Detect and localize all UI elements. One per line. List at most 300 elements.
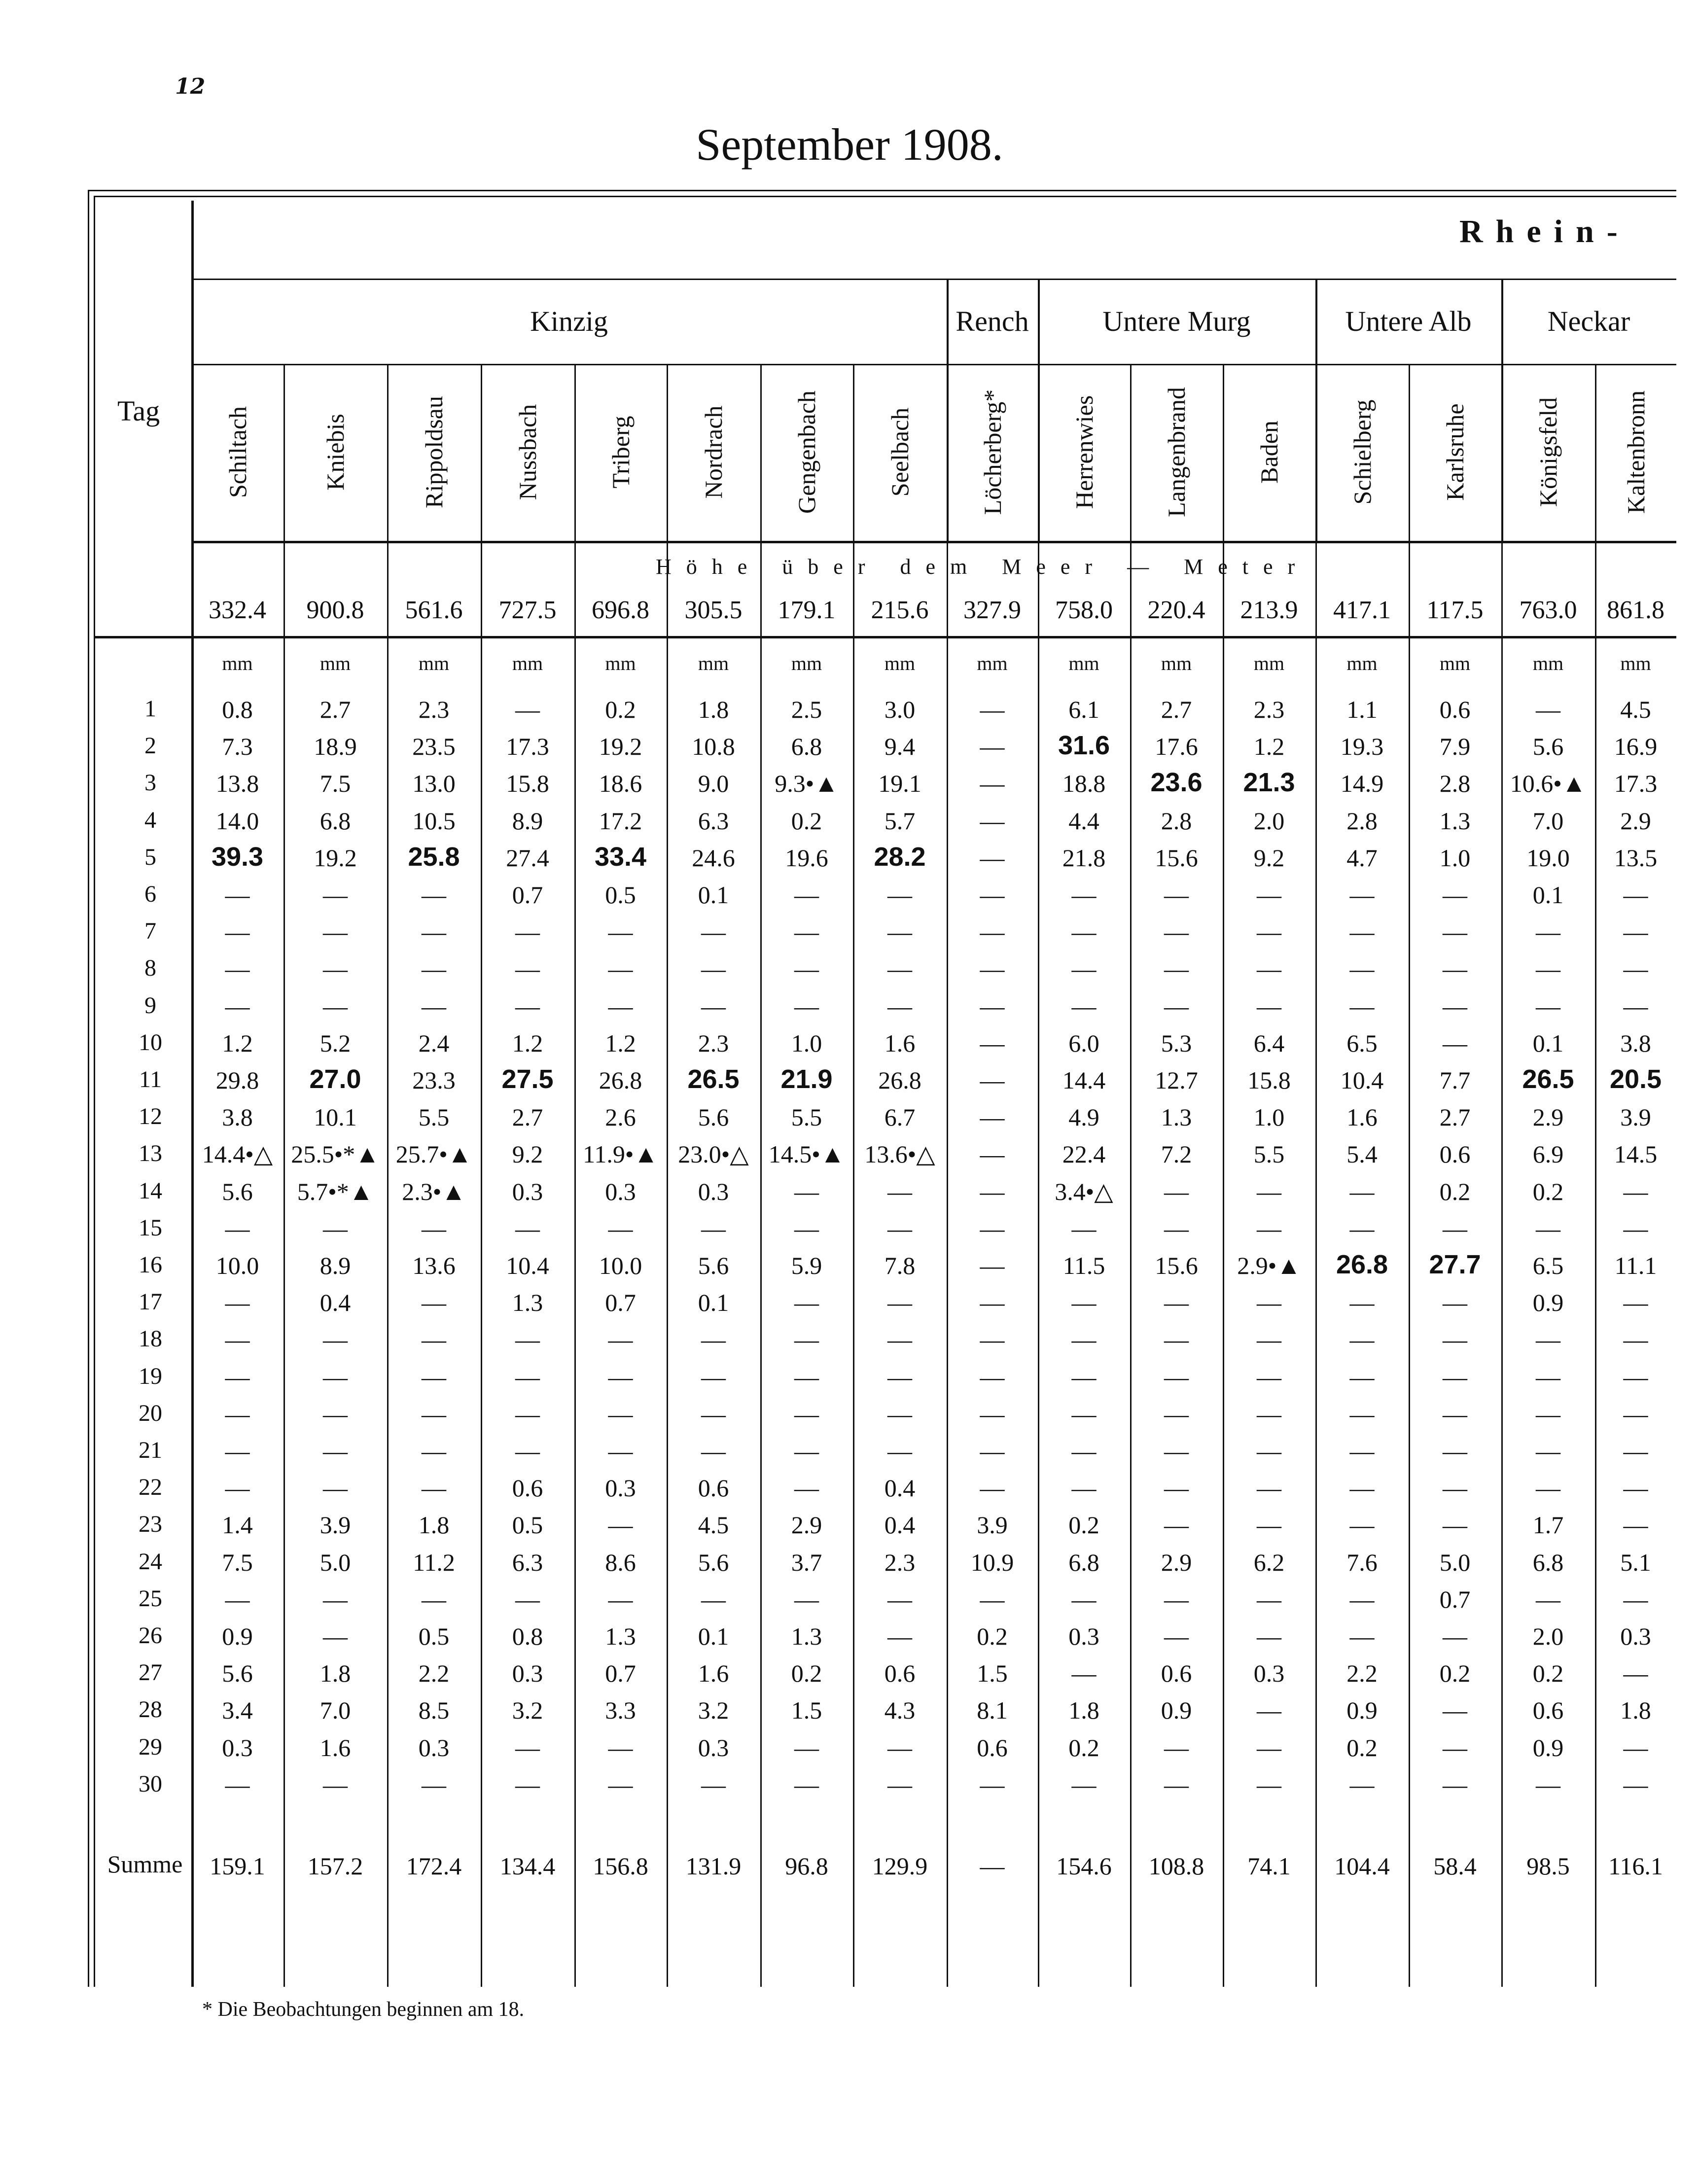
cell-value: — (701, 1363, 726, 1391)
cell-value: — (515, 1326, 540, 1354)
cell-value: — (323, 881, 348, 909)
cell-value: — (422, 1474, 446, 1502)
cell-value: — (794, 1437, 819, 1465)
cell-value: 19.0 (1526, 844, 1570, 872)
cell-value: — (1536, 992, 1560, 1020)
cell-value: — (887, 1363, 912, 1391)
cell-value: 5.6 (698, 1252, 729, 1279)
cell-value: 0.3 (512, 1659, 543, 1688)
cell-value: 14.4 (1062, 1066, 1106, 1094)
cell-value: — (1623, 1585, 1648, 1613)
cell-value: — (323, 992, 348, 1020)
cell-value: — (794, 992, 819, 1020)
cell-value: — (701, 1400, 726, 1428)
cell-value: 5.9 (791, 1252, 822, 1279)
cell-value: — (323, 1214, 348, 1242)
cell-value: 5.0 (319, 1548, 351, 1576)
cell-value: — (1349, 955, 1375, 983)
cell-value: 9.3•▲ (775, 770, 839, 798)
cell-value: — (1257, 881, 1281, 909)
cell-value: — (1071, 1214, 1097, 1242)
cell-value: — (1443, 1400, 1467, 1428)
cell-value: — (1164, 1585, 1189, 1613)
cell-value: 17.2 (599, 807, 642, 835)
cell-value: — (980, 807, 1005, 835)
cell-value: 4.5 (1620, 696, 1651, 723)
sum-value: 74.1 (1247, 1852, 1291, 1880)
cell-value: — (1536, 1363, 1560, 1391)
cell-value: — (515, 1733, 540, 1761)
cell-value: — (1349, 1585, 1375, 1613)
cell-value: — (323, 1585, 348, 1613)
cell-value: — (1164, 1622, 1189, 1650)
cell-value: — (1071, 1659, 1097, 1688)
cell-value: — (1257, 1437, 1281, 1465)
cell-value: 13.6 (412, 1252, 456, 1279)
sum-value: 129.9 (872, 1852, 928, 1880)
cell-value: 23.3 (412, 1066, 456, 1094)
cell-value: — (323, 955, 348, 983)
cell-value: — (794, 918, 819, 946)
cell-value: 6.3 (698, 807, 729, 835)
cell-value: 3.9 (977, 1511, 1008, 1539)
cell-value: 2.9 (1532, 1103, 1564, 1131)
unit-label: mm (1346, 652, 1378, 674)
footnote: * Die Beobachtungen beginnen am 18. (202, 1998, 525, 2021)
cell-value: — (225, 1289, 250, 1317)
cell-value: — (1623, 1474, 1648, 1502)
cell-value: — (323, 1622, 348, 1650)
cell-value: 6.5 (1346, 1029, 1378, 1057)
cell-value: — (701, 1770, 726, 1798)
cell-value: — (980, 1474, 1005, 1502)
cell-value: — (608, 1400, 633, 1428)
cell-value: — (515, 955, 540, 983)
cell-value: 2.4 (418, 1029, 450, 1057)
cell-value: — (225, 918, 250, 946)
page-number: 12 (175, 74, 206, 99)
cell-value: 9.2 (1253, 844, 1285, 872)
cell-value: 1.7 (1532, 1511, 1564, 1539)
cell-value: 2.7 (512, 1103, 543, 1131)
cell-value: — (1349, 1363, 1375, 1391)
group-header-2: Untere Murg (1102, 305, 1251, 337)
cell-value: — (608, 918, 633, 946)
cell-value: — (980, 1770, 1005, 1798)
cell-value: 23.0•△ (678, 1140, 749, 1168)
day-number: 30 (139, 1770, 162, 1797)
unit-label: mm (1161, 652, 1192, 674)
cell-value: — (1443, 1696, 1467, 1725)
station-name: Herrenwies (1070, 395, 1098, 509)
cell-value: 14.4•△ (202, 1140, 273, 1168)
cell-value: 2.0 (1532, 1622, 1564, 1650)
cell-value: 3.7 (791, 1548, 822, 1576)
cell-value: — (1623, 1659, 1648, 1688)
cell-value: 0.4 (319, 1289, 351, 1317)
cell-value: — (887, 1177, 912, 1205)
cell-value: 15.8 (506, 770, 549, 798)
cell-value: 2.3 (418, 696, 450, 723)
cell-value: — (515, 1585, 540, 1613)
group-header-0: Kinzig (530, 305, 608, 337)
cell-value: — (225, 1326, 250, 1354)
cell-value: 8.9 (319, 1252, 351, 1279)
unit-label: mm (1620, 652, 1651, 674)
station-name: Nordrach (700, 405, 727, 499)
cell-value: 22.4 (1062, 1140, 1106, 1168)
cell-value: 0.6 (1532, 1696, 1564, 1725)
cell-value: — (1071, 1474, 1097, 1502)
cell-value: — (1349, 1511, 1375, 1539)
cell-value: 21.3 (1243, 768, 1295, 798)
cell-value: 0.2 (1439, 1177, 1471, 1205)
cell-value: — (701, 1437, 726, 1465)
cell-value: 13.5 (1614, 844, 1658, 872)
cell-value: 0.1 (1532, 1029, 1564, 1057)
cell-value: 26.5 (687, 1064, 740, 1094)
tag-header: Tag (117, 395, 160, 427)
cell-value: — (1257, 992, 1281, 1020)
cell-value: 0.9 (222, 1622, 253, 1650)
cell-value: — (980, 881, 1005, 909)
unit-label: mm (222, 652, 253, 674)
cell-value: — (980, 844, 1005, 872)
cell-value: — (1349, 918, 1375, 946)
station-name: Kniebis (321, 414, 349, 491)
cell-value: 1.0 (1439, 844, 1471, 872)
cell-value: 2.2 (1346, 1659, 1378, 1688)
cell-value: 0.6 (512, 1474, 543, 1502)
cell-value: — (887, 1622, 912, 1650)
cell-value: 25.7•▲ (395, 1140, 472, 1168)
cell-value: — (225, 1214, 250, 1242)
station-name: Gengenbach (793, 390, 820, 514)
cell-value: — (515, 1400, 540, 1428)
cell-value: — (608, 1585, 633, 1613)
cell-value: — (1623, 1363, 1648, 1391)
cell-value: 19.3 (1340, 733, 1384, 761)
cell-value: — (1257, 1177, 1281, 1205)
cell-value: — (1257, 1622, 1281, 1650)
cell-value: — (980, 1252, 1005, 1279)
cell-value: 7.5 (319, 770, 351, 798)
cell-value: 0.9 (1161, 1696, 1192, 1725)
cell-value: 0.7 (605, 1289, 636, 1317)
sum-value: 172.4 (406, 1852, 462, 1880)
day-number: 28 (139, 1696, 162, 1723)
day-number: 10 (139, 1029, 162, 1056)
cell-value: — (1071, 881, 1097, 909)
cell-value: 0.2 (1068, 1511, 1099, 1539)
elevation-value: 305.5 (684, 596, 743, 624)
cell-value: 1.2 (222, 1029, 253, 1057)
elevation-value: 696.8 (592, 596, 649, 624)
cell-value: — (1623, 1177, 1648, 1205)
sum-label: Summe (107, 1850, 183, 1878)
cell-value: 17.3 (1614, 770, 1658, 798)
cell-value: 4.4 (1068, 807, 1099, 835)
cell-value: 12.7 (1155, 1066, 1198, 1094)
cell-value: — (1623, 1214, 1648, 1242)
cell-value: — (1623, 955, 1648, 983)
cell-value: — (225, 992, 250, 1020)
cell-value: 8.9 (512, 807, 543, 835)
column-separator-9 (1038, 279, 1039, 1987)
unit-label: mm (1068, 652, 1099, 674)
cell-value: 5.7•*▲ (297, 1177, 374, 1205)
day-number: 11 (139, 1066, 162, 1092)
cell-value: — (1349, 1622, 1375, 1650)
day-number: 17 (139, 1289, 162, 1315)
cell-value: — (980, 1140, 1005, 1168)
cell-value: — (794, 1326, 819, 1354)
cell-value: 0.4 (884, 1511, 916, 1539)
cell-value: — (1257, 1326, 1281, 1354)
cell-value: — (323, 1437, 348, 1465)
cell-value: — (1349, 881, 1375, 909)
cell-value: — (515, 696, 540, 723)
day-number: 6 (144, 881, 156, 907)
cell-value: 26.8 (878, 1066, 921, 1094)
cell-value: 7.9 (1439, 733, 1471, 761)
cell-value: 9.2 (512, 1140, 543, 1168)
cell-value: 0.2 (605, 696, 636, 723)
cell-value: — (1257, 1400, 1281, 1428)
station-name: Löcherberg* (978, 389, 1006, 515)
cell-value: 10.0 (599, 1252, 642, 1279)
cell-value: 23.5 (412, 733, 456, 761)
cell-value: — (1536, 1326, 1560, 1354)
cell-value: — (980, 1400, 1005, 1428)
cell-value: 0.3 (698, 1177, 729, 1205)
cell-value: — (980, 1103, 1005, 1131)
cell-value: 24.6 (692, 844, 735, 872)
cell-value: — (980, 1437, 1005, 1465)
sum-value: 98.5 (1526, 1852, 1570, 1880)
cell-value: 1.2 (512, 1029, 543, 1057)
cell-value: — (794, 1363, 819, 1391)
cell-value: — (980, 955, 1005, 983)
cell-value: — (1623, 1326, 1648, 1354)
cell-value: — (1443, 1029, 1467, 1057)
cell-value: — (1443, 1326, 1467, 1354)
day-number: 8 (144, 955, 156, 982)
cell-value: — (1349, 1770, 1375, 1798)
cell-value: 10.1 (314, 1103, 357, 1131)
cell-value: 0.1 (698, 881, 729, 909)
cell-value: — (1349, 1400, 1375, 1428)
day-number: 12 (139, 1103, 162, 1130)
cell-value: 5.6 (222, 1659, 253, 1688)
day-number: 22 (139, 1474, 162, 1501)
unit-label: mm (884, 652, 916, 674)
cell-value: — (980, 1363, 1005, 1391)
cell-value: — (422, 1400, 446, 1428)
cell-value: — (225, 1585, 250, 1613)
cell-value: — (608, 1363, 633, 1391)
cell-value: — (422, 881, 446, 909)
cell-value: 11.5 (1062, 1252, 1105, 1279)
cell-value: — (1349, 1474, 1375, 1502)
cell-value: 10.6•▲ (1510, 770, 1587, 798)
cell-value: 1.2 (605, 1029, 636, 1057)
cell-value: 1.0 (1253, 1103, 1285, 1131)
cell-value: 0.5 (418, 1622, 450, 1650)
cell-value: — (422, 992, 446, 1020)
unit-label: mm (1439, 652, 1471, 674)
cell-value: 27.4 (506, 844, 549, 872)
day-number: 23 (139, 1511, 162, 1538)
cell-value: 27.0 (309, 1064, 361, 1094)
cell-value: — (887, 992, 912, 1020)
cell-value: 3.9 (319, 1511, 351, 1539)
cell-value: — (794, 881, 819, 909)
cell-value: — (701, 918, 726, 946)
cell-value: — (701, 992, 726, 1020)
cell-value: — (794, 1400, 819, 1428)
frame-left-outer (88, 190, 89, 1987)
cell-value: 0.5 (512, 1511, 543, 1539)
elevation-value: 727.5 (498, 596, 557, 624)
cell-value: 7.0 (1532, 807, 1564, 835)
group-header-4: Neckar (1547, 305, 1630, 337)
cell-value: — (1164, 1289, 1189, 1317)
cell-value: — (1623, 992, 1648, 1020)
cell-value: 6.8 (1068, 1548, 1099, 1576)
cell-value: — (608, 1511, 633, 1539)
cell-value: — (1536, 1214, 1560, 1242)
day-number: 3 (144, 770, 156, 796)
cell-value: 0.4 (884, 1474, 916, 1502)
cell-value: — (1623, 1400, 1648, 1428)
cell-value: — (1623, 1770, 1648, 1798)
cell-value: — (1257, 1696, 1281, 1725)
cell-value: 1.3 (791, 1622, 822, 1650)
cell-value: — (1443, 1363, 1467, 1391)
cell-value: 33.4 (594, 842, 647, 872)
column-separator-12 (1315, 279, 1317, 1987)
cell-value: — (980, 1289, 1005, 1317)
cell-value: 0.1 (1532, 881, 1564, 909)
cell-value: — (1349, 1177, 1375, 1205)
cell-value: — (887, 1214, 912, 1242)
column-separator-14 (1501, 279, 1503, 1987)
cell-value: 2.7 (1161, 696, 1192, 723)
cell-value: 9.0 (698, 770, 729, 798)
cell-value: 3.8 (222, 1103, 253, 1131)
cell-value: 1.8 (1068, 1696, 1099, 1725)
column-separator-8 (947, 279, 948, 1987)
sum-value: 131.9 (685, 1852, 742, 1880)
frame-top-outer (88, 190, 1676, 191)
cell-value: 10.9 (970, 1548, 1014, 1576)
unit-label: mm (1253, 652, 1285, 674)
cell-value: 2.9 (791, 1511, 822, 1539)
cell-value: 8.5 (418, 1696, 450, 1725)
sum-value: 58.4 (1433, 1852, 1477, 1880)
cell-value: — (422, 1214, 446, 1242)
sum-value: 156.8 (593, 1852, 648, 1880)
cell-value: 0.6 (1439, 696, 1471, 723)
station-name: Königsfeld (1534, 397, 1562, 507)
cell-value: 1.3 (512, 1289, 543, 1317)
cell-value: 1.8 (1620, 1696, 1651, 1725)
cell-value: — (1257, 918, 1281, 946)
cell-value: 25.5•*▲ (291, 1140, 380, 1168)
sum-value: 96.8 (785, 1852, 828, 1880)
cell-value: — (887, 1733, 912, 1761)
cell-value: 17.6 (1155, 733, 1198, 761)
day-number: 7 (144, 918, 156, 945)
cell-value: — (1623, 1733, 1648, 1761)
cell-value: 26.8 (1336, 1250, 1388, 1279)
cell-value: — (1349, 1289, 1375, 1317)
cell-value: 18.9 (314, 733, 357, 761)
cell-value: 18.6 (599, 770, 642, 798)
day-number: 19 (139, 1363, 162, 1389)
cell-value: 2.0 (1253, 807, 1285, 835)
cell-value: — (1443, 1474, 1467, 1502)
cell-value: — (701, 1214, 726, 1242)
cell-value: 27.7 (1429, 1250, 1481, 1279)
day-number: 1 (144, 696, 156, 722)
cell-value: — (422, 955, 446, 983)
cell-value: 0.3 (1253, 1659, 1285, 1688)
elevation-header: Höhe über dem Meer — Meter (656, 555, 1310, 579)
cell-value: 2.7 (1439, 1103, 1471, 1131)
cell-value: — (515, 1770, 540, 1798)
station-name: Nussbach (514, 404, 541, 500)
cell-value: 16.9 (1614, 733, 1658, 761)
cell-value: — (1164, 992, 1189, 1020)
cell-value: 7.5 (222, 1548, 253, 1576)
cell-value: 5.5 (791, 1103, 822, 1131)
cell-value: 14.5 (1614, 1140, 1658, 1168)
elevation-value: 900.8 (306, 596, 364, 624)
cell-value: 1.8 (418, 1511, 450, 1539)
cell-value: 1.6 (319, 1733, 351, 1761)
cell-value: 5.6 (698, 1103, 729, 1131)
cell-value: 31.6 (1058, 731, 1110, 761)
cell-value: 6.2 (1253, 1548, 1285, 1576)
elevation-value: 561.6 (405, 596, 463, 624)
cell-value: — (1257, 1585, 1281, 1613)
cell-value: — (323, 1363, 348, 1391)
cell-value: 14.0 (215, 807, 259, 835)
cell-value: — (1071, 1437, 1097, 1465)
cell-value: 2.8 (1346, 807, 1378, 835)
cell-value: 1.6 (884, 1029, 916, 1057)
cell-value: 7.3 (222, 733, 253, 761)
cell-value: 4.7 (1346, 844, 1378, 872)
elevation-value: 332.4 (209, 596, 266, 624)
cell-value: — (1257, 1214, 1281, 1242)
cell-value: — (608, 1214, 633, 1242)
cell-value: 0.5 (605, 881, 636, 909)
cell-value: — (225, 1474, 250, 1502)
cell-value: — (515, 918, 540, 946)
cell-value: 7.0 (319, 1696, 351, 1725)
cell-value: 0.7 (605, 1659, 636, 1688)
cell-value: 2.9 (1161, 1548, 1192, 1576)
cell-value: — (1071, 1770, 1097, 1798)
cell-value: 5.6 (698, 1548, 729, 1576)
cell-value: — (1164, 1214, 1189, 1242)
cell-value: 6.8 (319, 807, 351, 835)
day-number: 16 (139, 1252, 162, 1278)
cell-value: — (1349, 1437, 1375, 1465)
